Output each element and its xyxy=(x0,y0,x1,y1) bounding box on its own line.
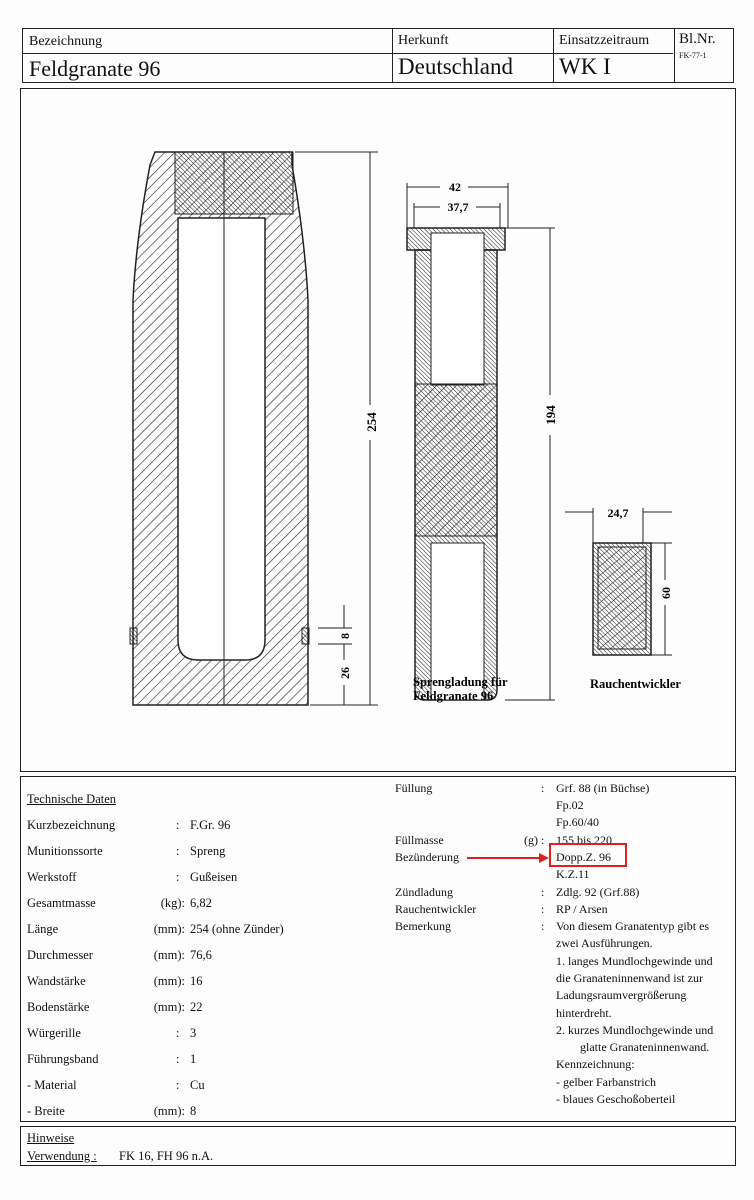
tech-row-label: Kurzbezeichnung xyxy=(27,818,116,832)
einsatz-value: WK I xyxy=(559,54,611,79)
rauch-label: Rauchentwickler xyxy=(395,902,477,916)
tech-row-label: Würgerille xyxy=(27,1026,81,1040)
shell-section xyxy=(130,152,309,705)
dim-shell-length: 254 xyxy=(364,412,379,432)
tech-row-value: 3 xyxy=(190,1026,197,1040)
dim-charge-length: 194 xyxy=(543,405,558,425)
charge-caption-1: Sprengladung für xyxy=(413,675,508,689)
tech-row-label: Werkstoff xyxy=(27,870,77,884)
tech-row-label: Führungsband xyxy=(27,1052,99,1066)
fuellung-value: Grf. 88 (in Büchse) xyxy=(556,781,650,795)
tech-row-label: - Breite xyxy=(27,1104,65,1118)
tech-row-unit: (mm): xyxy=(153,922,185,936)
blnr-value: FK-77-1 xyxy=(679,51,707,60)
fuellung-value: Fp.02 xyxy=(556,798,584,812)
bemerkung-line: - blaues Geschoßoberteil xyxy=(556,1092,676,1106)
rauch-value: RP / Arsen xyxy=(556,902,608,916)
tech-row-value: Spreng xyxy=(190,844,226,858)
charge-section xyxy=(407,228,505,700)
tech-row-value: 1 xyxy=(190,1052,197,1066)
tech-row-value: 16 xyxy=(190,974,203,988)
tech-row-label: Durchmesser xyxy=(27,948,93,962)
dim-smoke-width: 24,7 xyxy=(607,506,629,520)
tech-row-colon: : xyxy=(176,870,180,884)
bemerkung-line: die Granateninnenwand ist zur xyxy=(556,970,703,985)
highlight-arrow xyxy=(465,850,555,866)
zuendladung-value: Zdlg. 92 (Grf.88) xyxy=(556,885,640,899)
fuellmasse-label: Füllmasse xyxy=(395,833,444,847)
fuellung-value: Fp.60/40 xyxy=(556,815,600,829)
tech-row-colon: : xyxy=(176,1052,180,1066)
dim-charge-inner: 37,7 xyxy=(447,200,469,214)
blnr-label: Bl.Nr. xyxy=(679,31,716,47)
herkunft-label: Herkunft xyxy=(398,33,449,48)
bezeichnung-label: Bezeichnung xyxy=(29,34,103,49)
herkunft-value: Deutschland xyxy=(398,54,513,79)
smoke-caption: Rauchentwickler xyxy=(590,677,681,691)
bezuenderung-value: K.Z.11 xyxy=(556,867,590,881)
tech-row-colon: : xyxy=(176,844,180,858)
bemerkung-line: hinterdreht. xyxy=(556,1005,612,1020)
tech-row-label: Gesamtmasse xyxy=(27,896,96,910)
tech-row-label: Länge xyxy=(27,922,59,936)
tech-row-unit: (mm): xyxy=(153,974,185,988)
bemerkung-label: Bemerkung xyxy=(395,919,451,933)
verwendung-value: FK 16, FH 96 n.A. xyxy=(119,1149,214,1163)
tech-row-value: 76,6 xyxy=(190,948,212,962)
bezuenderung-label: Bezünderung xyxy=(395,850,459,864)
tech-row-colon: : xyxy=(176,1078,180,1092)
tech-row-unit: (mm): xyxy=(153,1104,185,1118)
tech-row-value: 254 (ohne Zünder) xyxy=(190,922,284,936)
tech-row-label: - Material xyxy=(27,1078,77,1092)
dim-base-offset: 26 xyxy=(338,667,352,679)
einsatz-label: Einsatzzeitraum xyxy=(559,33,650,48)
tech-row-unit: (mm): xyxy=(153,948,185,962)
verwendung-label: Verwendung : xyxy=(27,1149,97,1163)
charge-caption-2: Feldgranate 96 xyxy=(413,689,494,703)
tech-row-label: Wandstärke xyxy=(27,974,86,988)
bemerkung-line: 2. kurzes Mundlochgewinde und xyxy=(556,1022,714,1037)
bezuenderung-value: Dopp.Z. 96 xyxy=(556,850,611,864)
zuendladung-label: Zündladung xyxy=(395,885,453,899)
document-page: Bezeichnung Feldgranate 96 Herkunft Deutschland Einsatzzeitraum WK I Bl.Nr. FK-77-1 254 8 26 42 37,7 194 Sprengladung für Feldgranate 96 24,7 60 Rauchentwickler Technische Daten Kurzbezeichnung : F.Gr. 96 Munitionssorte : Spreng Werkstoff : Gußeisen Gesamtmasse (kg): 6,82 Länge (mm): 254 (ohne Zünder) Durchmesser (mm): 76,6 Wandstärke (mm): 16 Bodenstärke (mm): 22 Würgerille : 3 Führungsband : 1 - Material : Cu - Breite (mm): 8 Füllung : Grf. 88 (in Büchse) Fp.02 Fp.60/40 Füllmasse (g) : 155 bis 220 Bezünderung Dopp.Z. 96 K.Z.11 Zündladung : Zdlg. 92 (Grf.88) Rauchentwickler : RP / Arsen Bemerkung : Von diesem Granatentyp gibt es zwei Ausführungen. 1. langes Mundlochgewinde und die Granateninnenwand ist zur Ladungsraumvergrößerung hinterdreht. 2. kurzes Mundlochgewinde und glatte Granateninnenwand. Kennzeichnung: - gelber Farbanstrich - blaues Geschoßoberteil Hinweise Verwendung : FK 16, FH 96 n.A. xyxy=(0,0,754,1200)
tech-row-value: 22 xyxy=(190,1000,203,1014)
bemerkung-line: - gelber Farbanstrich xyxy=(556,1074,656,1089)
dim-charge-outer: 42 xyxy=(449,180,461,194)
tech-row-colon: : xyxy=(176,818,180,832)
tech-row-label: Munitionssorte xyxy=(27,844,103,858)
bemerkung-line: Kennzeichnung: xyxy=(556,1057,635,1072)
tech-row-unit: (mm): xyxy=(153,1000,185,1014)
tech-row-value: 8 xyxy=(190,1104,197,1118)
tech-title: Technische Daten xyxy=(27,792,117,806)
dim-band-width: 8 xyxy=(338,633,352,639)
tech-row-value: F.Gr. 96 xyxy=(190,818,231,832)
bemerkung-line: zwei Ausführungen. xyxy=(556,936,653,951)
bemerkung-line: 1. langes Mundlochgewinde und xyxy=(556,953,713,968)
bezeichnung-value: Feldgranate 96 xyxy=(29,56,161,81)
hinweise-title: Hinweise xyxy=(27,1131,75,1145)
tech-row-unit: (kg): xyxy=(160,896,185,910)
bemerkung-line: Von diesem Granatentyp gibt es xyxy=(556,919,710,933)
fuellung-label: Füllung xyxy=(395,781,433,795)
tech-row-value: 6,82 xyxy=(190,896,212,910)
tech-row-value: Cu xyxy=(190,1078,205,1092)
tech-row-value: Gußeisen xyxy=(190,870,238,884)
bemerkung-line: glatte Granateninnenwand. xyxy=(580,1040,710,1055)
dim-smoke-height: 60 xyxy=(659,587,673,599)
tech-row-colon: : xyxy=(176,1026,180,1040)
fuellmasse-value: 155 bis 220 xyxy=(556,833,613,847)
tech-row-label: Bodenstärke xyxy=(27,1000,90,1014)
fuellmasse-unit: (g) : xyxy=(524,833,545,847)
smoke-generator-section xyxy=(593,543,651,655)
bemerkung-line: Ladungsraumvergrößerung xyxy=(556,988,687,1003)
